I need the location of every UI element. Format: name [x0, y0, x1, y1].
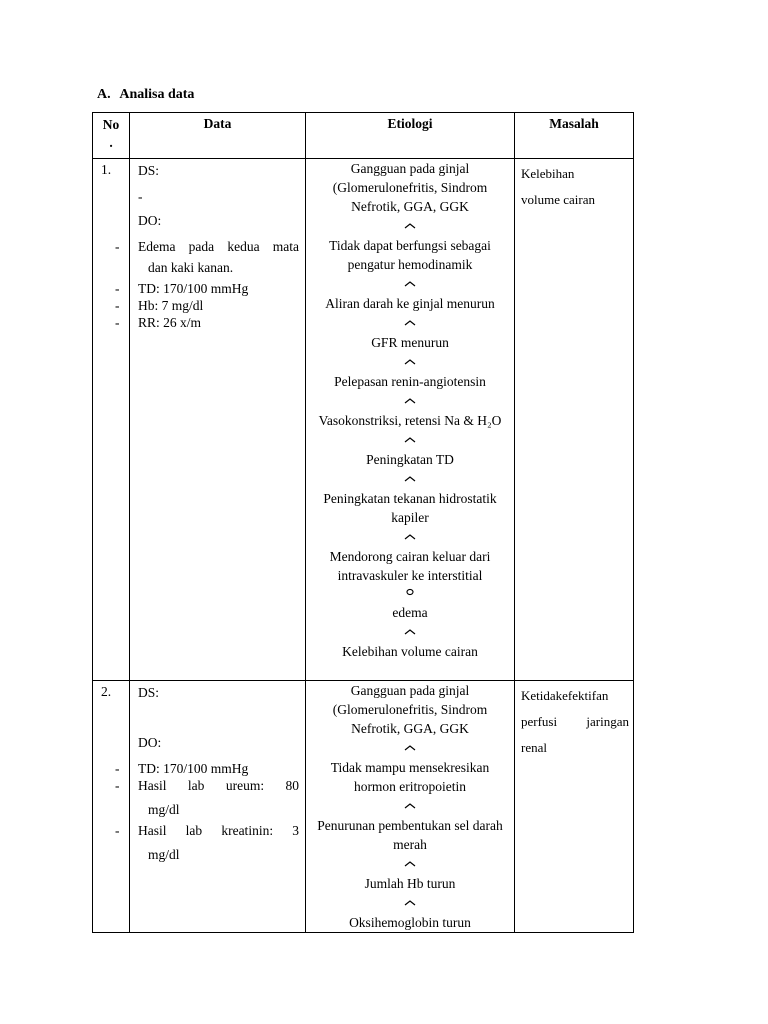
do-item	[115, 760, 299, 777]
arrow-up-icon	[310, 274, 510, 294]
etiologi-step: Kelebihan volume cairan	[342, 644, 478, 659]
etiologi-step: Tidak mampu mensekresikan hormon eritropoietin	[330, 760, 490, 794]
do-item	[115, 280, 299, 297]
do-item	[115, 314, 299, 331]
arrow-up-icon	[310, 216, 510, 236]
arrow-up-icon	[310, 893, 510, 913]
list-dash: -	[115, 298, 120, 313]
do-label: DO:	[138, 735, 162, 750]
list-dash: -	[115, 823, 120, 838]
do-item	[115, 238, 299, 255]
ds-empty-space	[138, 710, 299, 734]
list-dash: -	[115, 315, 120, 330]
do-item-continuation: dan kaki kanan.	[148, 260, 234, 275]
masalah-text: Kelebihan	[521, 166, 575, 181]
arrow-up-icon	[310, 527, 510, 547]
section-title: Analisa data	[119, 87, 195, 102]
do-item-text: TD: 170/100 mmHg	[138, 761, 249, 776]
list-dash: -	[115, 239, 120, 254]
do-item	[115, 297, 299, 314]
header-no-text: No	[102, 117, 120, 132]
etiologi-step: Vasokonstriksi, retensi Na & H₂O	[318, 413, 502, 428]
etiologi-step: Pelepasan renin-angiotensin	[334, 374, 486, 389]
masalah-text: renal	[521, 740, 547, 755]
etiologi-step: Mendorong cairan keluar dari intravaskuler ke interstitial	[329, 549, 491, 583]
table-row	[93, 681, 634, 933]
do-item-text: TD: 170/100 mmHg	[138, 281, 249, 296]
ds-label: DS:	[138, 163, 160, 178]
arrow-up-icon	[310, 796, 510, 816]
do-item-continuation: mg/dl	[148, 847, 180, 862]
arrow-up-icon	[310, 622, 510, 642]
etiologi-cell	[306, 681, 515, 933]
do-label: DO:	[138, 213, 162, 228]
etiologi-step: Peningkatan TD	[366, 452, 454, 467]
do-item-text: Hasil lab kreatinin: 3	[138, 823, 299, 838]
list-dash: -	[115, 281, 120, 296]
do-item-text: Hb: 7 mg/dl	[138, 298, 204, 313]
do-item-text: RR: 26 x/m	[138, 315, 202, 330]
section-number: A.	[97, 87, 111, 102]
list-dash: -	[115, 761, 120, 776]
etiologi-step: Gangguan pada ginjal (Glomerulonefritis, Sindrom Nefrotik, GGA, GGK	[332, 161, 488, 214]
masalah-text: perfusi jaringan	[521, 714, 629, 729]
etiologi-step: Gangguan pada ginjal (Glomerulonefritis, Sindrom Nefrotik, GGA, GGK	[332, 683, 488, 736]
arrow-up-icon	[310, 854, 510, 874]
masalah-cell	[515, 159, 634, 681]
etiologi-cell	[306, 159, 515, 681]
do-item	[115, 822, 299, 839]
masalah-cell	[515, 681, 634, 933]
arrow-up-icon	[310, 738, 510, 758]
etiologi-step: Aliran darah ke ginjal menurun	[325, 296, 495, 311]
masalah-text: volume cairan	[521, 192, 595, 207]
section-heading	[97, 87, 194, 103]
table-row	[93, 159, 634, 681]
data-cell	[115, 159, 306, 681]
ds-item: -	[138, 189, 143, 204]
header-masalah: Masalah	[515, 113, 634, 159]
do-item-text: Hasil lab ureum: 80	[138, 778, 299, 793]
arrow-up-icon	[310, 469, 510, 489]
do-item-continuation: mg/dl	[148, 802, 180, 817]
header-no	[93, 113, 130, 159]
circle-connector-icon	[310, 585, 510, 599]
table-header-row	[93, 113, 634, 159]
arrow-up-icon	[310, 352, 510, 372]
row-number: 1.	[93, 159, 130, 681]
data-cell	[115, 681, 306, 933]
masalah-text: Ketidakefektifan	[521, 688, 609, 703]
etiologi-step: Peningkatan tekanan hidrostatik kapiler	[323, 491, 497, 525]
ds-label: DS:	[138, 685, 160, 700]
header-no-dot: .	[109, 135, 113, 150]
do-item	[115, 777, 299, 794]
etiologi-step: Penurunan pembentukan sel darah merah	[317, 818, 503, 852]
etiologi-step: Oksihemoglobin turun	[349, 915, 471, 930]
analisa-data-table	[92, 112, 634, 933]
arrow-up-icon	[310, 391, 510, 411]
arrow-up-icon	[310, 430, 510, 450]
etiologi-step: edema	[392, 605, 428, 620]
arrow-up-icon	[310, 313, 510, 333]
etiologi-step: Tidak dapat berfungsi sebagai pengatur hemodinamik	[329, 238, 491, 272]
row-number: 2.	[93, 681, 130, 933]
etiologi-step: GFR menurun	[371, 335, 449, 350]
etiologi-step: Jumlah Hb turun	[364, 876, 456, 891]
header-data: Data	[130, 113, 306, 159]
header-etiologi: Etiologi	[306, 113, 515, 159]
list-dash: -	[115, 778, 120, 793]
do-item-text: Edema pada kedua mata	[138, 239, 299, 254]
